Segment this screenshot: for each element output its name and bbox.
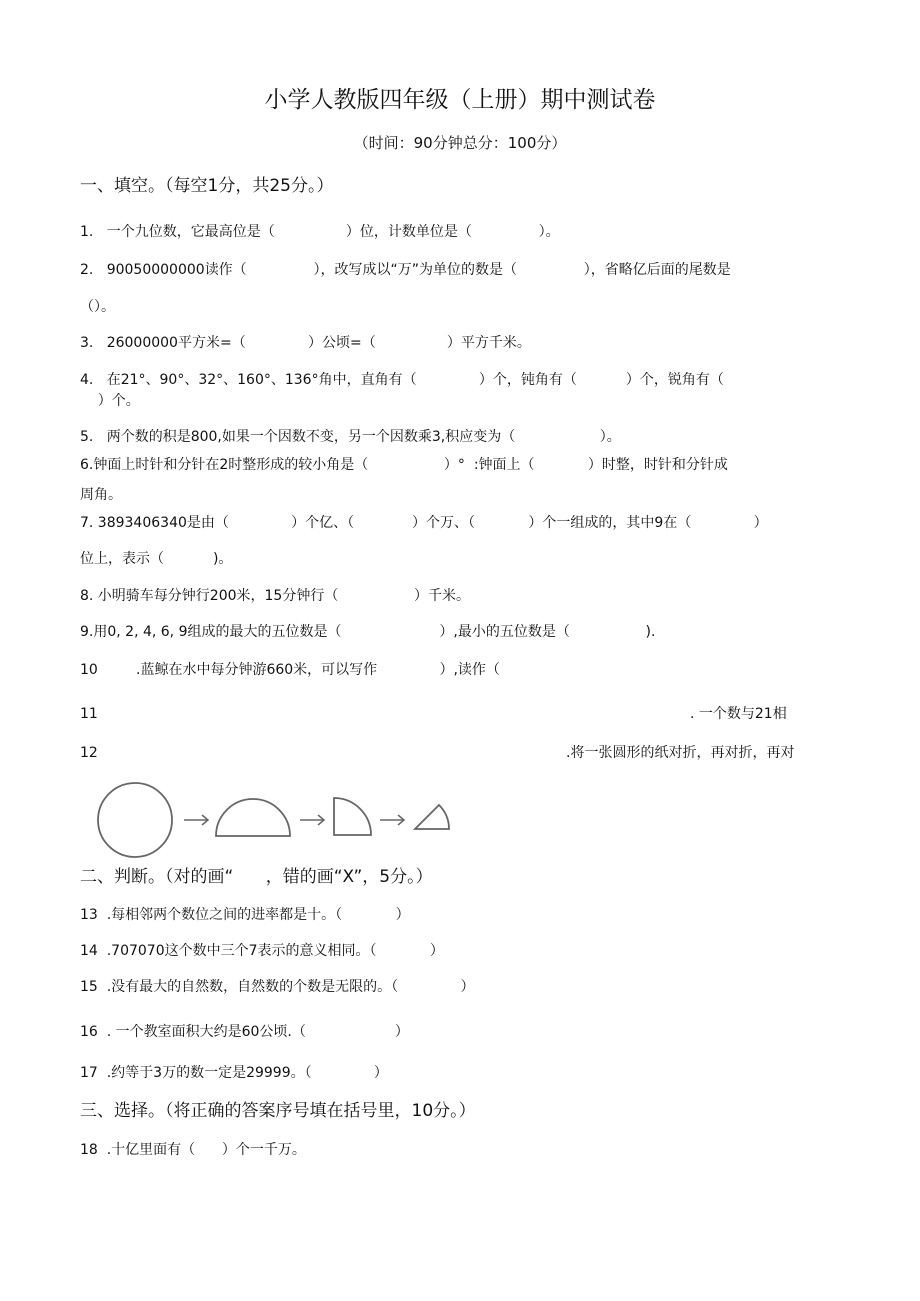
question-4-line-1: 4. 在21°、90°、32°、160°、136°角中，直角有（ ）个，钝角有（ ）个，锐角有（ [80,372,724,388]
question-12-text: .将一张圆形的纸对折，再对折，再对 [566,745,795,761]
question-10-text: .蓝鲸在水中每分钟游660米，可以写作 ）,读作（ [136,662,500,678]
quarter-circle-shape [334,798,371,835]
semicircle-shape [216,799,290,836]
question-9: 9.用0, 2, 4, 6, 9组成的最大的五位数是（ ）,最小的五位数是（ ). [80,624,656,640]
question-5: 5. 两个数的积是800,如果一个因数不变，另一个因数乘3,积应变为（ ）。 [80,429,621,445]
question-15: 15 .没有最大的自然数，自然数的个数是无限的。（ ） [80,979,475,995]
question-11-number: 11 [80,706,98,722]
question-3: 3. 26000000平方米=（ ）公顷=（ ）平方千米。 [80,335,531,351]
question-10-number: 10 [80,662,98,678]
question-16: 16 . 一个教室面积大约是60公顷.（ ） [80,1024,409,1040]
page-title: 小学人教版四年级（上册）期中测试卷 [264,87,656,113]
question-1: 1. 一个九位数，它最高位是（ ）位，计数单位是（ ）。 [80,224,560,240]
arrow-3-icon [380,815,404,825]
full-circle-shape [98,783,172,857]
question-18: 18 .十亿里面有（ ）个一千万。 [80,1142,306,1158]
question-12-number: 12 [80,745,98,761]
section-2-heading: 二、判断。（对的画“ ，错的画“X”，5分。） [80,867,433,887]
question-2-line-2: （）。 [80,299,115,315]
question-17: 17 .约等于3万的数一定是29999。（ ） [80,1065,388,1081]
page-subtitle: （时间：90分钟总分：100分） [353,134,567,152]
arrow-1-icon [184,815,208,825]
section-1-heading: 一、填空。（每空1分，共25分。） [80,176,334,196]
question-7-line-2: 位上，表示（ )。 [80,551,233,567]
question-6-line-1: 6.钟面上时针和分针在2时整形成的较小角是（ ）° :钟面上（ ）时整，时针和分针成 [80,457,728,473]
question-6-line-2: 周角。 [80,487,122,503]
question-14: 14 .707070这个数中三个7表示的意义相同。（ ） [80,943,444,959]
question-4-line-2: ）个。 [80,393,140,409]
question-2-line-1: 2. 90050000000读作（ ），改写成以“万”为单位的数是（ ），省略亿后面的尾数是 [80,262,731,278]
question-13: 13 .每相邻两个数位之间的进率都是十。（ ） [80,907,410,923]
arrow-2-icon [300,815,324,825]
question-11-text: . 一个数与21相 [690,706,787,722]
question-8: 8. 小明骑车每分钟行200米，15分钟行（ ）千米。 [80,588,470,604]
section-3-heading: 三、选择。（将正确的答案序号填在括号里，10分。） [80,1101,476,1121]
paper-folding-figure [90,778,470,862]
question-7-line-1: 7. 3893406340是由（ ）个亿、（ ）个万、（ ）个一组成的，其中9在（ ） [80,515,768,531]
eighth-circle-shape [415,805,449,829]
